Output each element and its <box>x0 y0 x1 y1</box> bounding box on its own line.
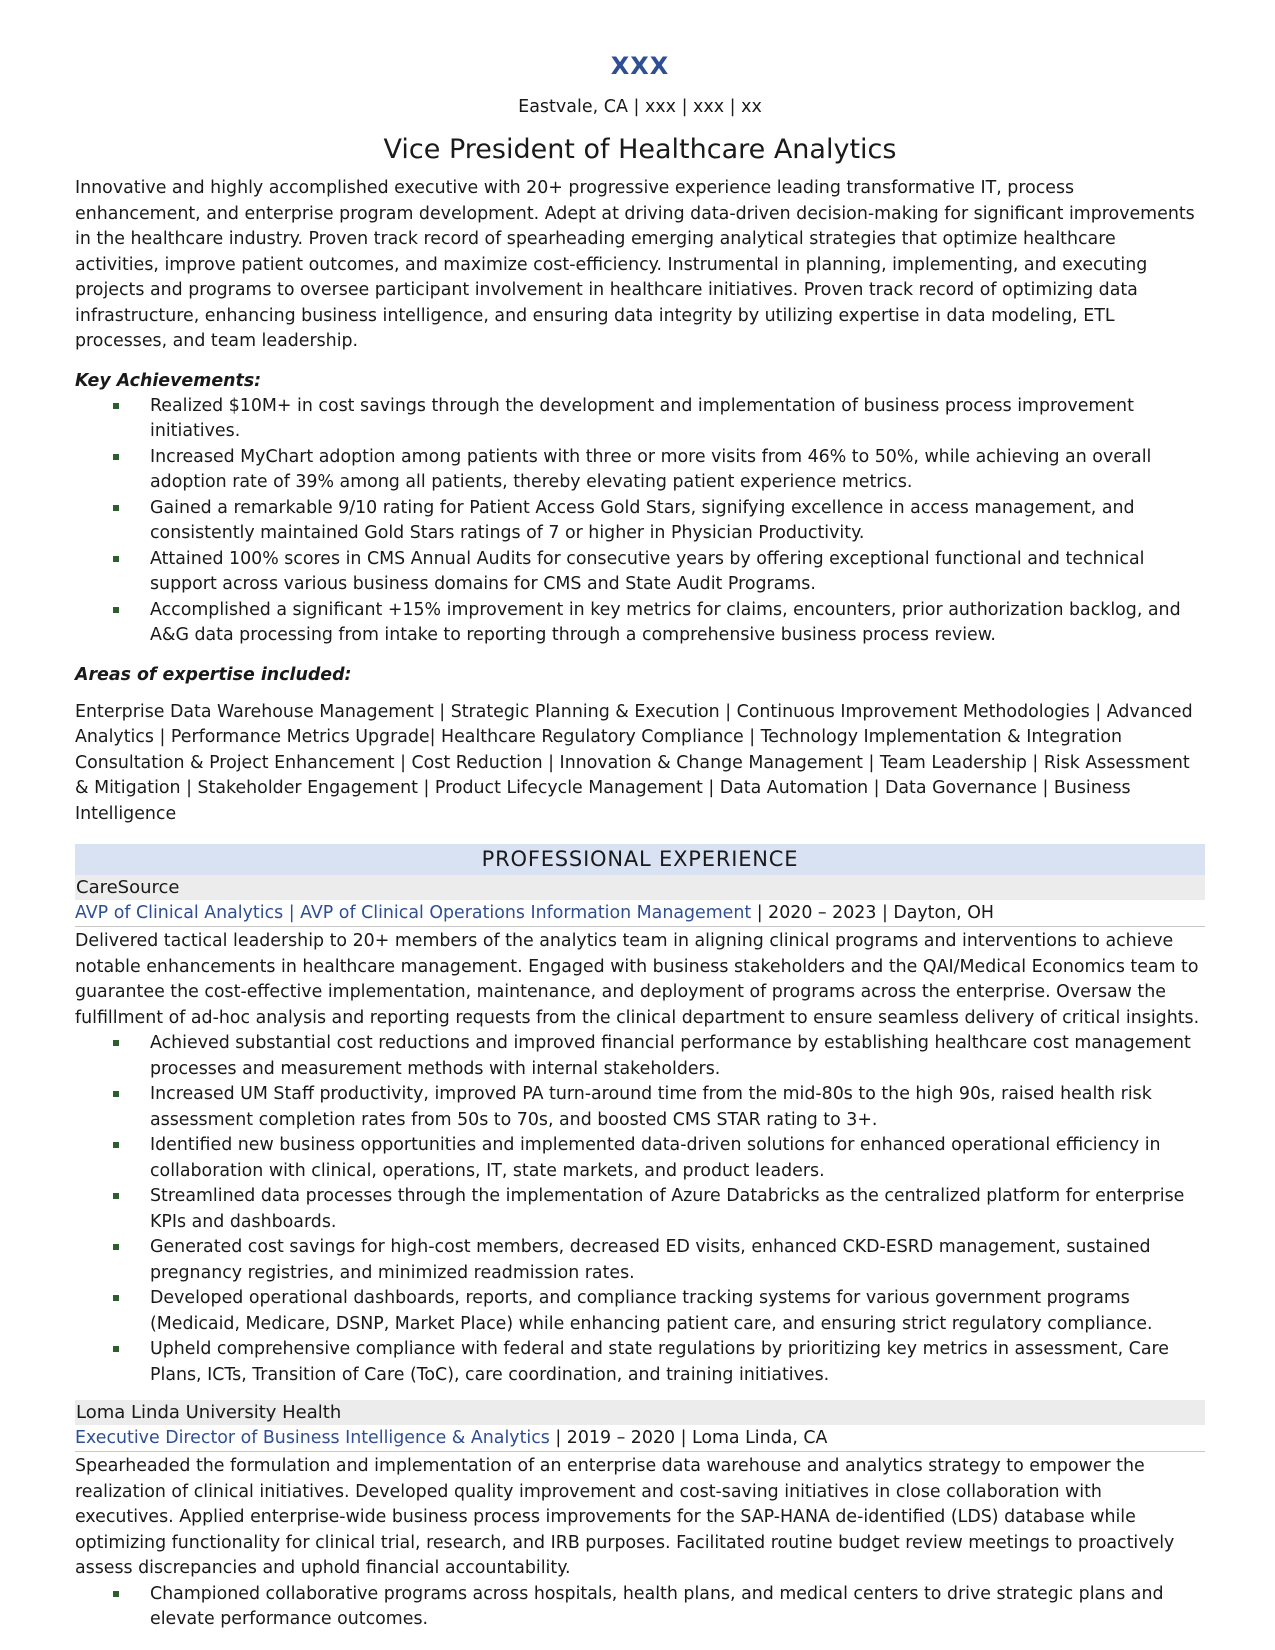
list-item: Streamlined data processes through the implementation of Azure Databricks as the centralized platform for enterprise KPIs and dashboards. <box>150 1184 1205 1235</box>
job-bullets <box>75 1582 1205 1633</box>
list-item: Gained a remarkable 9/10 rating for Patient Access Gold Stars, signifying excellence in access management, and consistently maintained Gold Stars ratings of 7 or higher in Physician Productivity. <box>150 496 1205 547</box>
job-description: Spearheaded the formulation and implementation of an enterprise data warehouse and analytics strategy to empower the realization of clinical initiatives. Developed quality improvement and cost-saving initiatives in close collaboration with executives. Applied enterprise-wide business process improvements for the SAP-HANA de-identified (LDS) database while optimizing functionality for clinical trial, research, and IRB purposes. Facilitated routine budget review meetings to proactively assess discrepancies and uphold financial accountability. <box>75 1456 1175 1578</box>
list-item: Accomplished a significant +15% improvement in key metrics for claims, encounters, prior authorization backlog, and A&G data processing from intake to reporting through a comprehensive business process review. <box>150 598 1205 649</box>
resume-title: Vice President of Healthcare Analytics <box>383 134 897 165</box>
square-bullet-icon <box>113 1346 119 1352</box>
company-name: Loma Linda University Health <box>75 1400 1205 1425</box>
square-bullet-icon <box>113 607 119 613</box>
role-line <box>75 900 1205 927</box>
summary-paragraph: Innovative and highly accomplished executive with 20+ progressive experience leading transformative IT, process enhancement, and enterprise program development. Adept at driving data-driven decision-making for significant improvements in the healthcare industry. Proven track record of spearheading emerging analytical strategies that optimize healthcare activities, improve patient outcomes, and maximize cost-efficiency. Instrumental in planning, implementing, and executing projects and programs to oversee participant involvement in healthcare initiatives. Proven track record of optimizing data infrastructure, enhancing business intelligence, and ensuring data integrity by utilizing expertise in data modeling, ETL processes, and team leadership. <box>75 178 1195 351</box>
job-title: AVP of Clinical Analytics | AVP of Clinical Operations Information Management <box>75 903 752 923</box>
square-bullet-icon <box>113 505 119 511</box>
job-bullets <box>75 1031 1205 1388</box>
job-dates-location: | 2019 – 2020 | Loma Linda, CA <box>549 1428 828 1448</box>
list-item: Championed collaborative programs across hospitals, health plans, and medical centers to drive strategic plans and elevate performance outcomes. <box>150 1582 1205 1633</box>
list-item: Increased UM Staff productivity, improved PA turn-around time from the mid-80s to the high 90s, raised health risk assessment completion rates from 50s to 70s, and boosted CMS STAR rating to 3+. <box>150 1082 1205 1133</box>
list-item: Realized $10M+ in cost savings through the development and implementation of business process improvement initiatives. <box>150 394 1205 445</box>
job-dates-location: | 2020 – 2023 | Dayton, OH <box>751 903 994 923</box>
square-bullet-icon <box>113 556 119 562</box>
list-item: Increased MyChart adoption among patients with three or more visits from 46% to 50%, while achieving an overall adoption rate of 39% among all patients, thereby elevating patient experience metrics. <box>150 445 1205 496</box>
job-description: Delivered tactical leadership to 20+ members of the analytics team in aligning clinical programs and interventions to achieve notable enhancements in healthcare management. Engaged with business stakeholders and the QAI/Medical Economics team to guarantee the cost-effective implementation, maintenance, and deployment of programs across the enterprise. Oversaw the fulfillment of ad-hoc analysis and reporting requests from the clinical department to ensure seamless delivery of critical insights. <box>75 931 1200 1028</box>
company-name: CareSource <box>75 875 1205 900</box>
key-achievements-list <box>75 394 1205 649</box>
square-bullet-icon <box>113 454 119 460</box>
key-achievements-heading: Key Achievements: <box>75 370 262 391</box>
square-bullet-icon <box>113 1244 119 1250</box>
square-bullet-icon <box>113 1091 119 1097</box>
role-line <box>75 1425 1205 1452</box>
square-bullet-icon <box>113 1295 119 1301</box>
list-item: Attained 100% scores in CMS Annual Audits for consecutive years by offering exceptional functional and technical support across various business domains for CMS and State Audit Programs. <box>150 547 1205 598</box>
list-item: Achieved substantial cost reductions and improved financial performance by establishing healthcare cost management processes and measurement methods with internal stakeholders. <box>150 1031 1205 1082</box>
expertise-text: Enterprise Data Warehouse Management | Strategic Planning & Execution | Continuous Improvement Methodologies | Advanced Analytics | Performance Metrics Upgrade| Healthcare Regulatory Compliance | Technology Implementation & Integration Consultation & Project Enhancement | Cost Reduction | Innovation & Change Management | Team Leadership | Risk Assessment & Mitigation | Stakeholder Engagement | Product Lifecycle Management | Data Automation | Data Governance | Business Intelligence <box>75 701 1193 824</box>
list-item: Generated cost savings for high-cost members, decreased ED visits, enhanced CKD-ESRD management, sustained pregnancy registries, and minimized readmission rates. <box>150 1235 1205 1286</box>
candidate-name: XXX <box>610 52 670 80</box>
resume-page <box>75 44 1205 1633</box>
square-bullet-icon <box>113 1193 119 1199</box>
contact-line: Eastvale, CA | xxx | xxx | xx <box>518 97 762 117</box>
job-title: Executive Director of Business Intelligence & Analytics <box>75 1428 550 1448</box>
square-bullet-icon <box>113 1040 119 1046</box>
professional-experience-heading: PROFESSIONAL EXPERIENCE <box>75 844 1205 875</box>
square-bullet-icon <box>113 403 119 409</box>
list-item: Developed operational dashboards, reports, and compliance tracking systems for various government programs (Medicaid, Medicare, DSNP, Market Place) while enhancing patient care, and ensuring strict regulatory compliance. <box>150 1286 1205 1337</box>
list-item: Identified new business opportunities and implemented data-driven solutions for enhanced operational efficiency in collaboration with clinical, operations, IT, state markets, and product leaders. <box>150 1133 1205 1184</box>
list-item: Upheld comprehensive compliance with federal and state regulations by prioritizing key metrics in assessment, Care Plans, ICTs, Transition of Care (ToC), care coordination, and training initiatives. <box>150 1337 1205 1388</box>
square-bullet-icon <box>113 1591 119 1597</box>
square-bullet-icon <box>113 1142 119 1148</box>
expertise-heading: Areas of expertise included: <box>75 664 352 685</box>
